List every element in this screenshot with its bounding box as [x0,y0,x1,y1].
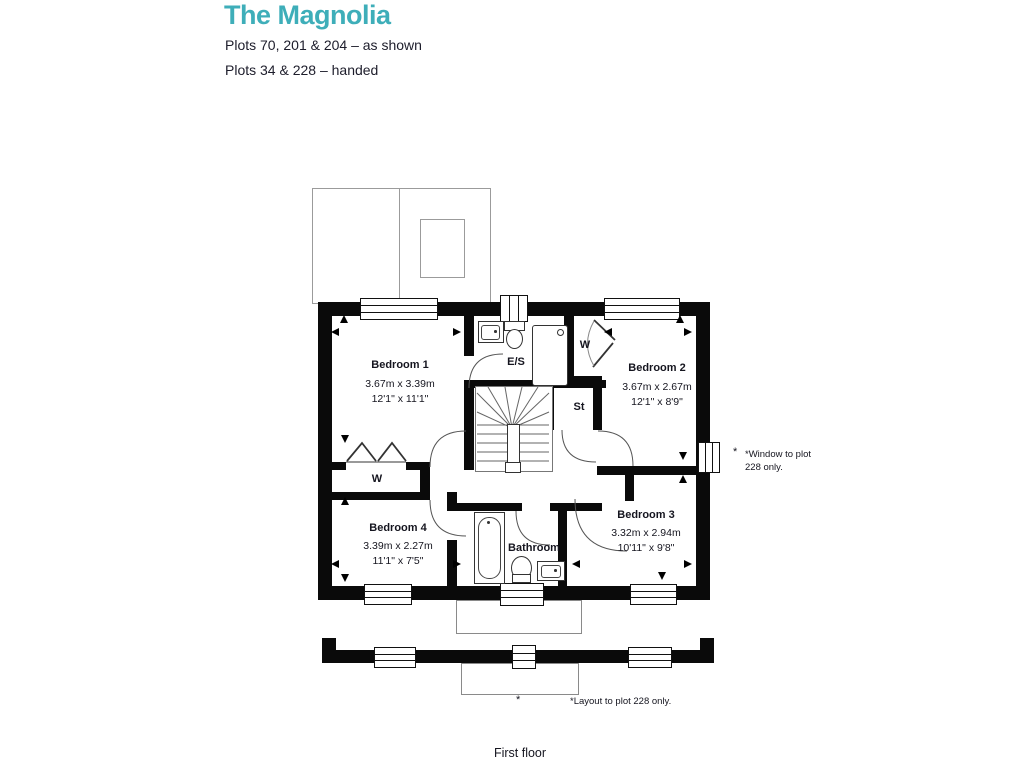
door-arc-bedroom2 [598,431,633,466]
bedroom4-imperial: 11'1" x 7'5" [372,555,424,567]
store-label: St [573,401,585,413]
wall-bed4-right-upper [447,492,457,505]
bathroom-sink-tap [554,569,557,572]
plots-handed-label: Plots 34 & 228 – handed [225,62,379,78]
wall-bed4-top [318,492,430,500]
wall-alt-stub-right [700,638,714,663]
window-bedroom1 [360,298,438,320]
wardrobe1-label: W [371,473,383,485]
bathroom-toilet-cistern [512,574,531,583]
dimension-arrow-bed4-right [453,560,461,568]
window-note [745,448,817,474]
window-alt-left [374,647,416,668]
bedroom3-label: Bedroom 3 [617,509,675,521]
bedroom3-metric: 3.32m x 2.94m [611,527,681,539]
window-alt-middle [512,645,536,669]
bifold-door-wardrobe1-right [378,443,406,461]
dimension-arrow-bed3-right [684,560,692,568]
rooflight-outline [420,219,465,278]
door-arc-store [562,430,596,462]
bedroom1-label: Bedroom 1 [371,359,429,371]
bathtub-tap [487,521,490,524]
window-note-star: * [733,446,738,458]
window-bedroom3 [630,584,677,605]
window-note-line1: *Window to plot [745,449,812,460]
window-alt-right [628,647,672,668]
ensuite-sink-basin [481,325,500,340]
wall-ensuite-left [464,302,474,356]
wall-outer-left [318,302,332,600]
bedroom1-imperial: 12'1" x 11'1" [371,393,429,405]
ensuite-shower-drain [557,329,564,336]
stair-newel [505,462,521,473]
bedroom2-metric: 3.67m x 2.67m [622,381,692,393]
bedroom4-metric: 3.39m x 2.27m [363,540,433,552]
ensuite-label: E/S [507,356,525,368]
dimension-arrow-bed3-down [658,572,666,580]
wall-alt-stub-left [322,638,336,663]
dimension-arrow-bed1-right [453,328,461,336]
dimension-arrow-bed1-left [331,328,339,336]
layout-note: *Layout to plot 228 only. [570,696,672,707]
bedroom2-label: Bedroom 2 [628,362,686,374]
dimension-arrow-bed4-up [341,497,349,505]
dimension-arrow-bed3-left [572,560,580,568]
window-note-line2: 228 only. [745,462,783,473]
wall-bed2-bed3 [597,466,696,475]
ensuite-sink-tap [494,330,497,333]
wall-landing-bottom-left [447,503,522,511]
bedroom3-imperial: 10'11" x 9'8" [617,542,675,554]
ensuite-toilet-bowl [506,329,523,349]
plots-as-shown-label: Plots 70, 201 & 204 – as shown [225,37,422,53]
wall-wardrobe1-left [318,462,346,470]
window-bedroom4 [364,584,412,605]
layout-note-star: * [516,694,521,706]
dimension-arrow-bed1-down [341,435,349,443]
window-ensuite [500,295,528,322]
wall-bed3-left-stub [625,475,634,501]
floor-label: First floor [493,746,547,760]
bedroom4-label: Bedroom 4 [369,522,427,534]
window-plot228 [698,442,720,473]
bedroom1-metric: 3.67m x 3.39m [365,378,435,390]
wall-stair-left [464,386,474,470]
page-title: The Magnolia [224,0,391,30]
dimension-arrow-bed2-down [679,452,687,460]
roof-divider-line [399,188,400,302]
window-bathroom [500,583,544,606]
bifold-door-wardrobe1-left [347,443,376,461]
dimension-arrow-bed2-right [684,328,692,336]
bedroom2-imperial: 12'1" x 8'9" [631,396,683,408]
dimension-arrow-bed3-up [679,475,687,483]
window-bedroom2 [604,298,680,320]
dimension-arrow-bed4-left [331,560,339,568]
bathroom-sink-basin [541,565,561,578]
dimension-arrow-bed4-down [341,574,349,582]
dimension-arrow-bed2-left [604,328,612,336]
door-arc-bathroom [516,511,550,545]
dimension-arrow-bed2-up [676,315,684,323]
door-arc-bedroom1 [430,431,466,467]
dimension-arrow-bed1-up [340,315,348,323]
wardrobe2-label: W [579,339,591,351]
bathroom-label: Bathroom [508,542,560,554]
